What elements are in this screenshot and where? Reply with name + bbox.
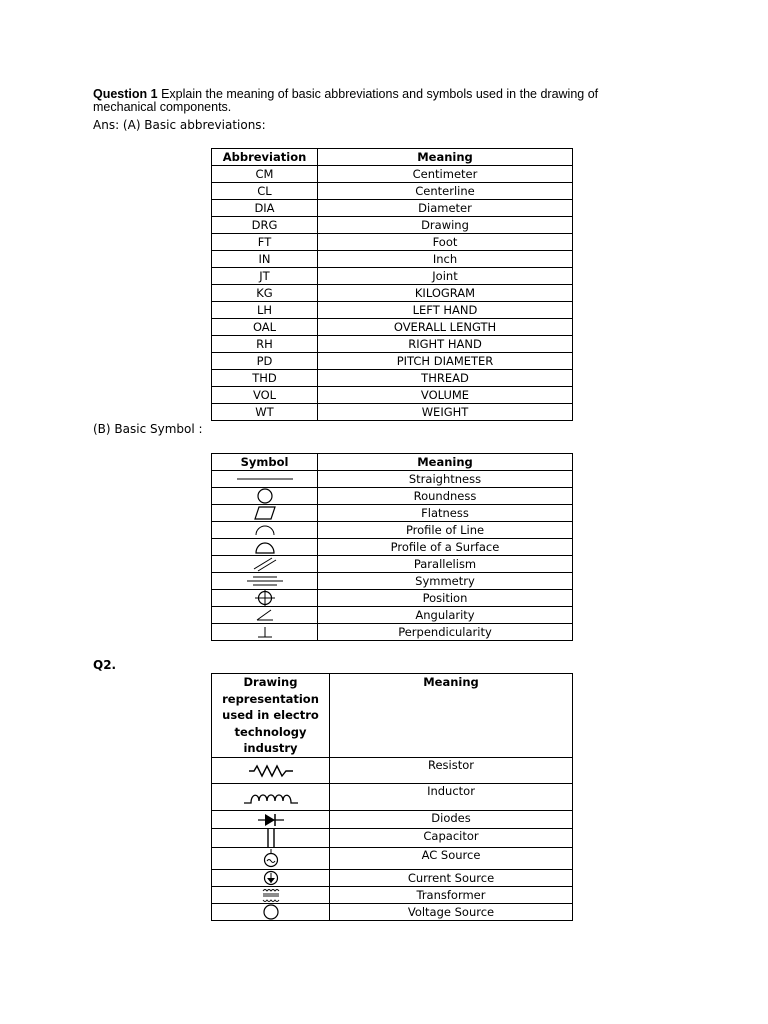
question-1-text: Explain the meaning of basic abbreviations and symbols used in the drawing of mechanical components. bbox=[93, 87, 599, 114]
position-icon bbox=[212, 590, 318, 607]
meaning-cell: Symmetry bbox=[318, 573, 573, 590]
meaning-cell: LEFT HAND bbox=[318, 302, 573, 319]
abbr-cell: DIA bbox=[212, 200, 318, 217]
meaning-cell: Transformer bbox=[330, 887, 573, 904]
table-header-row bbox=[212, 454, 573, 471]
meaning-cell: Parallelism bbox=[318, 556, 573, 573]
abbr-cell: KG bbox=[212, 285, 318, 302]
meaning-cell: THREAD bbox=[318, 370, 573, 387]
abbr-cell: CM bbox=[212, 166, 318, 183]
ac-source-icon bbox=[212, 848, 330, 870]
answer-a-heading: Ans: (A) Basic abbreviations: bbox=[93, 118, 266, 132]
meaning-cell: Centerline bbox=[318, 183, 573, 200]
abbr-cell: WT bbox=[212, 404, 318, 421]
table-row bbox=[212, 353, 573, 370]
meaning-header: Meaning bbox=[318, 454, 573, 471]
abbr-cell: IN bbox=[212, 251, 318, 268]
table-row bbox=[212, 217, 573, 234]
profile-of-surface-icon bbox=[212, 539, 318, 556]
question-2-label: Q2. bbox=[93, 658, 117, 672]
meaning-cell: WEIGHT bbox=[318, 404, 573, 421]
table-row bbox=[212, 319, 573, 336]
transformer-icon bbox=[212, 887, 330, 904]
table-row bbox=[212, 607, 573, 624]
electro-symbols-table bbox=[211, 673, 573, 921]
straightness-icon bbox=[212, 471, 318, 488]
perpendicularity-icon bbox=[212, 624, 318, 641]
table-row bbox=[212, 251, 573, 268]
meaning-cell: Straightness bbox=[318, 471, 573, 488]
abbr-cell: LH bbox=[212, 302, 318, 319]
abbr-cell: CL bbox=[212, 183, 318, 200]
meaning-cell: Roundness bbox=[318, 488, 573, 505]
meaning-cell: Position bbox=[318, 590, 573, 607]
meaning-cell: OVERALL LENGTH bbox=[318, 319, 573, 336]
meaning-cell: RIGHT HAND bbox=[318, 336, 573, 353]
meaning-cell: Resistor bbox=[330, 758, 573, 784]
table-row bbox=[212, 539, 573, 556]
meaning-cell: Angularity bbox=[318, 607, 573, 624]
question-1 bbox=[93, 88, 653, 114]
abbr-cell: JT bbox=[212, 268, 318, 285]
section-b-heading: (B) Basic Symbol : bbox=[93, 422, 203, 436]
meaning-cell: Inductor bbox=[330, 784, 573, 811]
meaning-cell: KILOGRAM bbox=[318, 285, 573, 302]
table-row bbox=[212, 404, 573, 421]
meaning-cell: Current Source bbox=[330, 870, 573, 887]
voltage-source-icon bbox=[212, 904, 330, 921]
table-row bbox=[212, 811, 573, 829]
abbr-cell: OAL bbox=[212, 319, 318, 336]
abbr-cell: RH bbox=[212, 336, 318, 353]
drawing-representation-header: Drawing representation used in electro technology industry bbox=[212, 674, 330, 758]
profile-of-line-icon bbox=[212, 522, 318, 539]
table-row bbox=[212, 887, 573, 904]
table-header-row bbox=[212, 674, 573, 758]
table-row bbox=[212, 471, 573, 488]
flatness-icon bbox=[212, 505, 318, 522]
table-row bbox=[212, 556, 573, 573]
meaning-cell: Centimeter bbox=[318, 166, 573, 183]
abbr-cell: DRG bbox=[212, 217, 318, 234]
table-row bbox=[212, 183, 573, 200]
meaning-cell: PITCH DIAMETER bbox=[318, 353, 573, 370]
meaning-header: Meaning bbox=[318, 149, 573, 166]
table-row bbox=[212, 268, 573, 285]
diode-icon bbox=[212, 811, 330, 829]
table-row bbox=[212, 285, 573, 302]
table-row bbox=[212, 522, 573, 539]
abbr-cell: THD bbox=[212, 370, 318, 387]
table-row bbox=[212, 590, 573, 607]
table-row bbox=[212, 234, 573, 251]
meaning-cell: Flatness bbox=[318, 505, 573, 522]
abbr-cell: FT bbox=[212, 234, 318, 251]
angularity-icon bbox=[212, 607, 318, 624]
meaning-cell: Capacitor bbox=[330, 829, 573, 848]
meaning-header: Meaning bbox=[330, 674, 573, 758]
table-row bbox=[212, 166, 573, 183]
table-row bbox=[212, 200, 573, 217]
meaning-cell: Perpendicularity bbox=[318, 624, 573, 641]
roundness-icon bbox=[212, 488, 318, 505]
meaning-cell: Diameter bbox=[318, 200, 573, 217]
inductor-icon bbox=[212, 784, 330, 811]
meaning-cell: Voltage Source bbox=[330, 904, 573, 921]
meaning-cell: Foot bbox=[318, 234, 573, 251]
meaning-cell: Profile of Line bbox=[318, 522, 573, 539]
table-row bbox=[212, 370, 573, 387]
abbreviation-header: Abbreviation bbox=[212, 149, 318, 166]
meaning-cell: AC Source bbox=[330, 848, 573, 870]
abbr-cell: VOL bbox=[212, 387, 318, 404]
table-row bbox=[212, 488, 573, 505]
table-row bbox=[212, 387, 573, 404]
table-row bbox=[212, 848, 573, 870]
table-row bbox=[212, 302, 573, 319]
symbols-table bbox=[211, 453, 573, 641]
table-row bbox=[212, 870, 573, 887]
table-row bbox=[212, 573, 573, 590]
meaning-cell: Joint bbox=[318, 268, 573, 285]
meaning-cell: Profile of a Surface bbox=[318, 539, 573, 556]
meaning-cell: Diodes bbox=[330, 811, 573, 829]
abbr-cell: PD bbox=[212, 353, 318, 370]
table-row bbox=[212, 505, 573, 522]
abbreviations-table bbox=[211, 148, 573, 421]
table-row bbox=[212, 758, 573, 784]
meaning-cell: Inch bbox=[318, 251, 573, 268]
symmetry-icon bbox=[212, 573, 318, 590]
table-header-row bbox=[212, 149, 573, 166]
meaning-cell: VOLUME bbox=[318, 387, 573, 404]
current-source-icon bbox=[212, 870, 330, 887]
symbol-header: Symbol bbox=[212, 454, 318, 471]
table-row bbox=[212, 904, 573, 921]
table-row bbox=[212, 784, 573, 811]
capacitor-icon bbox=[212, 829, 330, 848]
table-row bbox=[212, 336, 573, 353]
resistor-icon bbox=[212, 758, 330, 784]
table-row bbox=[212, 829, 573, 848]
table-row bbox=[212, 624, 573, 641]
question-1-label: Question 1 bbox=[93, 87, 158, 101]
meaning-cell: Drawing bbox=[318, 217, 573, 234]
parallelism-icon bbox=[212, 556, 318, 573]
